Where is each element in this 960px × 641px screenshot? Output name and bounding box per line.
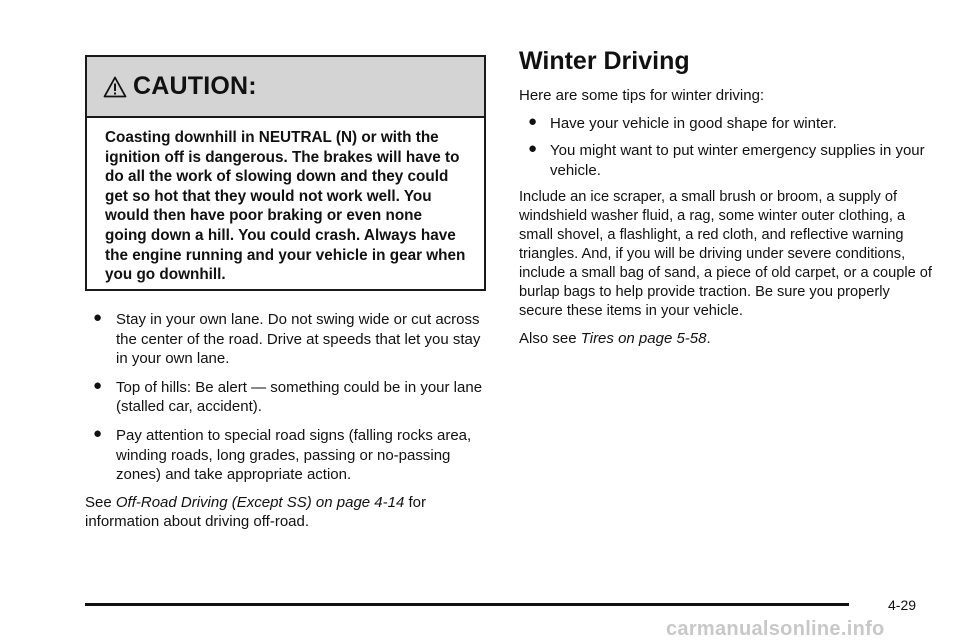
list-item-text: Stay in your own lane. Do not swing wide or cut across the center of the road. Drive at speeds that let you stay in your own lane.: [116, 311, 481, 368]
intro-text: Here are some tips for winter driving:: [519, 87, 765, 104]
also-see-prefix: Also see: [519, 330, 581, 348]
supplies-paragraph: Include an ice scraper, a small brush or broom, a supply of windshield washer fluid, a rag, some winter outer clothing, a small shovel, a flashlight, a red cloth, and reflective warning triangles. And, if you will be driving under severe conditions, include a small bag of sand, a piece of old carpet, or a couple of burlap bags to help provide traction. Be sure you properly secure these items in your vehicle.: [519, 189, 932, 320]
winter-tips-list: [519, 114, 934, 181]
list-item-text: Pay attention to special road signs (falling rocks area, winding roads, long grades, passing or no-passing zones) and take appropriate action.: [116, 426, 472, 484]
caution-title: CAUTION:: [133, 72, 257, 100]
caution-box: [85, 55, 486, 291]
footer-rule: [85, 603, 849, 606]
list-item: [85, 426, 495, 485]
also-see-reference: [519, 329, 934, 349]
list-item: [519, 141, 934, 180]
bullet-dot-icon: ●: [528, 140, 538, 158]
watermark: carmanualsonline.info: [666, 618, 885, 640]
warning-triangle-icon: [103, 76, 127, 98]
tires-link[interactable]: Tires on page 5-58: [580, 330, 707, 348]
caution-header: [87, 57, 484, 118]
bullet-dot-icon: ●: [93, 424, 103, 442]
page-number: 4-29: [888, 597, 917, 613]
right-column: [519, 46, 934, 357]
caution-text: Coasting downhill in NEUTRAL (N) or with the ignition off is dangerous. The brakes will have to do all the work of slowing down and they could get so hot that they would not work well. You would then have poor braking or even none going down a hill. You could crash. Always have the engine running and your vehicle in gear when you go downhill.: [105, 129, 466, 284]
bullet-dot-icon: ●: [528, 112, 538, 130]
bullet-dot-icon: ●: [93, 309, 103, 326]
driving-tips-list: [85, 310, 495, 485]
list-item: [85, 310, 495, 369]
section-heading: Winter Driving: [519, 47, 690, 75]
see-reference: [85, 493, 495, 532]
list-item: [519, 114, 934, 134]
bullet-dot-icon: ●: [93, 376, 103, 394]
left-column: [85, 310, 495, 532]
off-road-link[interactable]: Off-Road Driving (Except SS) on page 4-14: [115, 493, 405, 511]
list-item-text: Top of hills: Be alert — something could be in your lane (stalled car, accident).: [116, 378, 483, 416]
see-suffix: for information about driving off-road.: [85, 493, 427, 531]
list-item-text: You might want to put winter emergency supplies in your vehicle.: [550, 142, 925, 179]
also-see-suffix: .: [706, 330, 711, 348]
see-prefix: See: [85, 493, 116, 511]
list-item-text: Have your vehicle in good shape for winter.: [550, 114, 837, 132]
list-item: [85, 378, 495, 417]
